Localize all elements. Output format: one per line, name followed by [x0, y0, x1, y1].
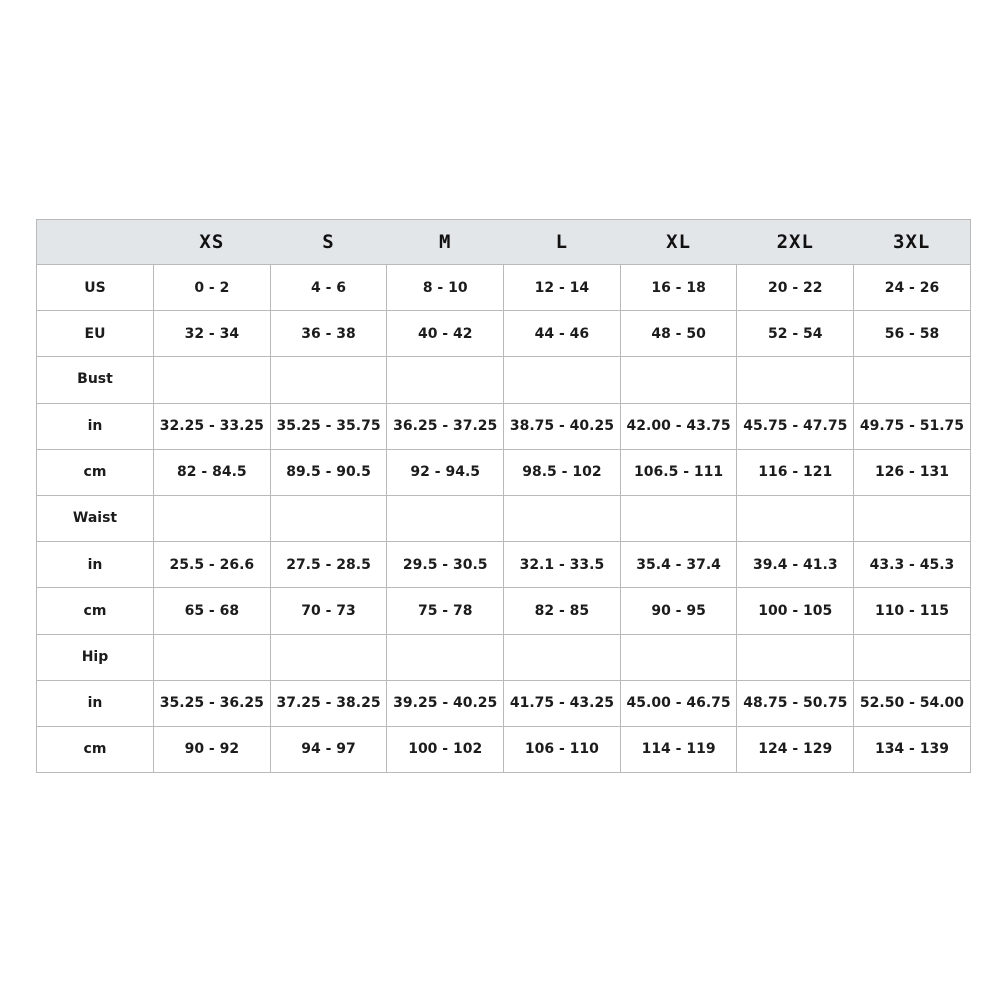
table-cell: 42.00 - 43.75: [620, 403, 737, 449]
row-label-us: US: [37, 265, 154, 311]
table-cell: 27.5 - 28.5: [270, 542, 387, 588]
table-cell: [620, 357, 737, 403]
table-cell: 82 - 84.5: [154, 449, 271, 495]
table-cell: 124 - 129: [737, 726, 854, 772]
table-row-hip-in: [37, 680, 971, 726]
table-cell: 116 - 121: [737, 449, 854, 495]
table-cell: [154, 634, 271, 680]
table-cell: 106.5 - 111: [620, 449, 737, 495]
table-cell: 41.75 - 43.25: [504, 680, 621, 726]
table-cell: 48 - 50: [620, 311, 737, 357]
table-cell: 126 - 131: [854, 449, 971, 495]
size-header-xl: XL: [620, 220, 737, 265]
table-cell: [737, 357, 854, 403]
table-cell: 8 - 10: [387, 265, 504, 311]
table-cell: [620, 634, 737, 680]
table-cell: [387, 634, 504, 680]
size-chart-table: [36, 219, 971, 773]
table-cell: 82 - 85: [504, 588, 621, 634]
table-cell: 75 - 78: [387, 588, 504, 634]
size-header-m: M: [387, 220, 504, 265]
table-cell: 0 - 2: [154, 265, 271, 311]
table-cell: 20 - 22: [737, 265, 854, 311]
table-cell: 56 - 58: [854, 311, 971, 357]
table-cell: [154, 495, 271, 541]
table-cell: 114 - 119: [620, 726, 737, 772]
table-cell: 39.25 - 40.25: [387, 680, 504, 726]
table-cell: 49.75 - 51.75: [854, 403, 971, 449]
row-label-in: in: [37, 403, 154, 449]
table-row-eu: [37, 311, 971, 357]
table-cell: [154, 357, 271, 403]
table-cell: 70 - 73: [270, 588, 387, 634]
table-cell: [270, 634, 387, 680]
row-label-cm: cm: [37, 449, 154, 495]
table-cell: [504, 634, 621, 680]
table-cell: 32 - 34: [154, 311, 271, 357]
table-row-bust-in: [37, 403, 971, 449]
table-cell: 98.5 - 102: [504, 449, 621, 495]
table-cell: [270, 495, 387, 541]
section-label-bust: Bust: [37, 357, 154, 403]
table-cell: [504, 495, 621, 541]
table-cell: 48.75 - 50.75: [737, 680, 854, 726]
section-label-waist: Waist: [37, 495, 154, 541]
table-row-waist-cm: [37, 588, 971, 634]
table-cell: 110 - 115: [854, 588, 971, 634]
table-row-waist-section: [37, 495, 971, 541]
table-cell: 16 - 18: [620, 265, 737, 311]
table-cell: 35.25 - 35.75: [270, 403, 387, 449]
table-cell: [854, 357, 971, 403]
table-cell: 12 - 14: [504, 265, 621, 311]
table-row-us: [37, 265, 971, 311]
row-label-cm: cm: [37, 588, 154, 634]
table-cell: 134 - 139: [854, 726, 971, 772]
table-cell: 100 - 105: [737, 588, 854, 634]
size-header-xs: XS: [154, 220, 271, 265]
table-cell: 89.5 - 90.5: [270, 449, 387, 495]
table-cell: 100 - 102: [387, 726, 504, 772]
table-cell: [387, 495, 504, 541]
table-cell: [854, 495, 971, 541]
row-label-in: in: [37, 680, 154, 726]
table-cell: [737, 495, 854, 541]
table-cell: 32.25 - 33.25: [154, 403, 271, 449]
table-cell: 25.5 - 26.6: [154, 542, 271, 588]
table-cell: 44 - 46: [504, 311, 621, 357]
table-cell: 40 - 42: [387, 311, 504, 357]
size-header-s: S: [270, 220, 387, 265]
table-cell: 29.5 - 30.5: [387, 542, 504, 588]
table-row-waist-in: [37, 542, 971, 588]
table-cell: 90 - 92: [154, 726, 271, 772]
table-cell: 36 - 38: [270, 311, 387, 357]
table-cell: [387, 357, 504, 403]
table-cell: 52.50 - 54.00: [854, 680, 971, 726]
size-header-l: L: [504, 220, 621, 265]
table-cell: 35.4 - 37.4: [620, 542, 737, 588]
header-corner-cell: [37, 220, 154, 265]
table-cell: 4 - 6: [270, 265, 387, 311]
table-cell: 65 - 68: [154, 588, 271, 634]
table-cell: 45.00 - 46.75: [620, 680, 737, 726]
table-cell: 39.4 - 41.3: [737, 542, 854, 588]
table-cell: 36.25 - 37.25: [387, 403, 504, 449]
table-cell: 106 - 110: [504, 726, 621, 772]
table-cell: 37.25 - 38.25: [270, 680, 387, 726]
table-cell: [620, 495, 737, 541]
row-label-in: in: [37, 542, 154, 588]
section-label-hip: Hip: [37, 634, 154, 680]
table-row-bust-cm: [37, 449, 971, 495]
table-cell: [270, 357, 387, 403]
table-row-hip-section: [37, 634, 971, 680]
table-cell: 38.75 - 40.25: [504, 403, 621, 449]
table-cell: [737, 634, 854, 680]
table-cell: [854, 634, 971, 680]
table-cell: [504, 357, 621, 403]
table-row-hip-cm: [37, 726, 971, 772]
table-cell: 52 - 54: [737, 311, 854, 357]
size-header-row: [37, 220, 971, 265]
table-cell: 90 - 95: [620, 588, 737, 634]
row-label-cm: cm: [37, 726, 154, 772]
table-cell: 45.75 - 47.75: [737, 403, 854, 449]
table-cell: 43.3 - 45.3: [854, 542, 971, 588]
size-header-2xl: 2XL: [737, 220, 854, 265]
table-cell: 92 - 94.5: [387, 449, 504, 495]
table-cell: 35.25 - 36.25: [154, 680, 271, 726]
table-cell: 32.1 - 33.5: [504, 542, 621, 588]
table-cell: 24 - 26: [854, 265, 971, 311]
table-row-bust-section: [37, 357, 971, 403]
row-label-eu: EU: [37, 311, 154, 357]
size-header-3xl: 3XL: [854, 220, 971, 265]
table-cell: 94 - 97: [270, 726, 387, 772]
